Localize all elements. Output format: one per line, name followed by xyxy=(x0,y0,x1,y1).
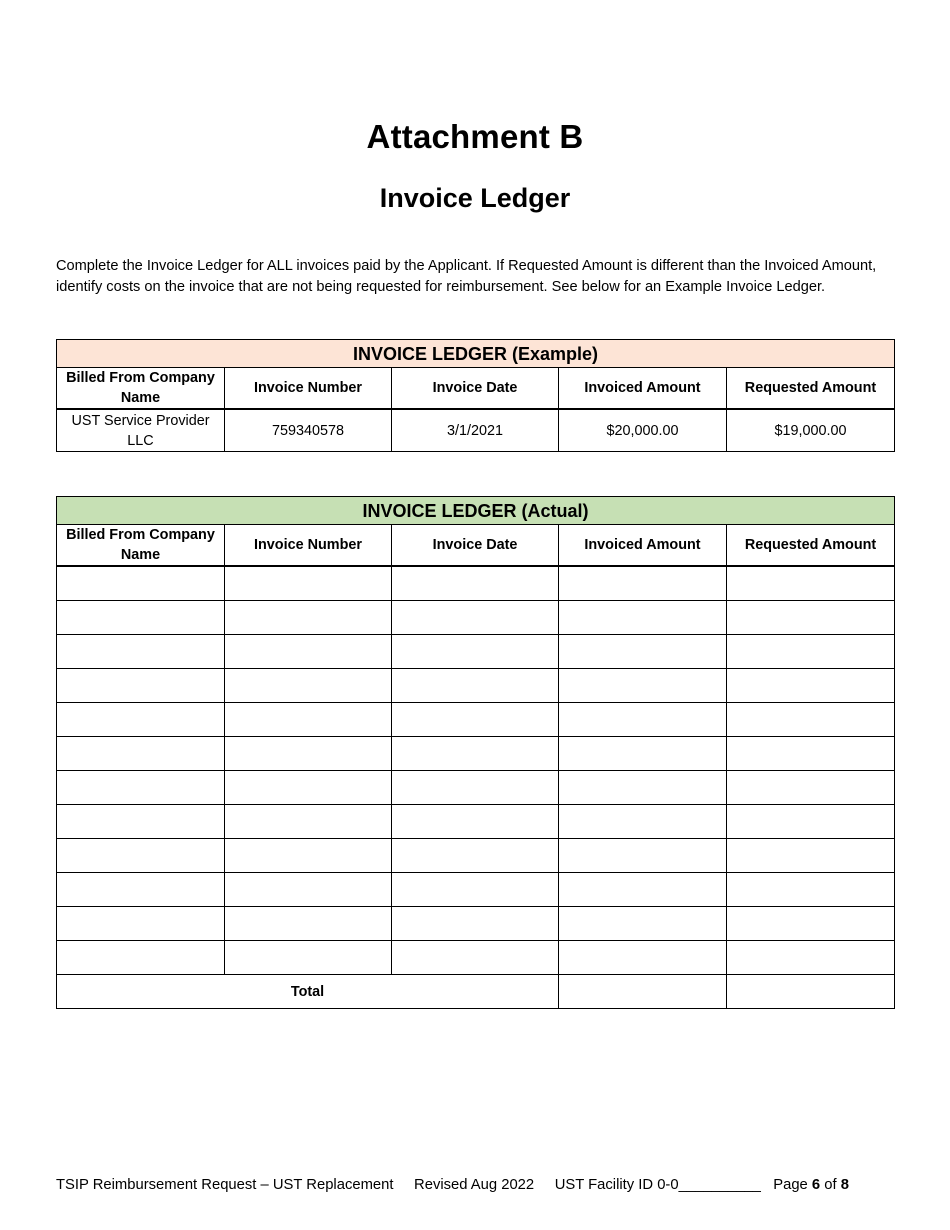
entry-company-cell[interactable] xyxy=(57,703,225,737)
entry-invoice-number-cell[interactable] xyxy=(225,771,392,805)
column-header-requested-amount: Requested Amount xyxy=(727,368,895,410)
entry-requested-amount-cell[interactable] xyxy=(727,669,895,703)
entry-requested-amount-cell[interactable] xyxy=(727,907,895,941)
table-row xyxy=(57,703,895,737)
entry-company-cell[interactable] xyxy=(57,907,225,941)
table-row xyxy=(57,771,895,805)
example-invoice-number-cell: 759340578 xyxy=(225,409,392,452)
entry-invoice-number-cell[interactable] xyxy=(225,907,392,941)
entry-invoiced-amount-cell[interactable] xyxy=(559,907,727,941)
table-row xyxy=(57,601,895,635)
example-ledger-caption: INVOICE LEDGER (Example) xyxy=(57,340,895,368)
entry-requested-amount-cell[interactable] xyxy=(727,566,895,601)
column-header-invoiced-amount: Invoiced Amount xyxy=(559,368,727,410)
table-row xyxy=(57,873,895,907)
entry-invoice-date-cell[interactable] xyxy=(392,703,559,737)
column-header-company: Billed From Company Name xyxy=(57,525,225,567)
example-invoice-date-cell: 3/1/2021 xyxy=(392,409,559,452)
footer-revised: Revised Aug 2022 xyxy=(414,1177,535,1193)
table-row xyxy=(57,839,895,873)
footer-page-word: Page xyxy=(773,1177,808,1193)
entry-invoice-number-cell[interactable] xyxy=(225,669,392,703)
total-invoiced-amount-cell[interactable] xyxy=(559,975,727,1009)
footer-of-word: of xyxy=(824,1177,837,1193)
entry-invoice-date-cell[interactable] xyxy=(392,805,559,839)
page-subtitle: Invoice Ledger xyxy=(379,183,571,213)
entry-invoice-date-cell[interactable] xyxy=(392,669,559,703)
actual-ledger-table xyxy=(56,496,895,1009)
actual-ledger-rows xyxy=(57,566,895,975)
entry-requested-amount-cell[interactable] xyxy=(727,839,895,873)
column-header-invoice-date: Invoice Date xyxy=(392,525,559,567)
entry-invoice-number-cell[interactable] xyxy=(225,873,392,907)
entry-invoice-number-cell[interactable] xyxy=(225,839,392,873)
table-row xyxy=(57,669,895,703)
column-header-invoice-number: Invoice Number xyxy=(225,368,392,410)
entry-invoice-date-cell[interactable] xyxy=(392,907,559,941)
column-header-company: Billed From Company Name xyxy=(57,368,225,410)
entry-company-cell[interactable] xyxy=(57,805,225,839)
entry-invoiced-amount-cell[interactable] xyxy=(559,737,727,771)
example-company-cell: UST Service Provider LLC xyxy=(57,409,225,452)
total-requested-amount-cell[interactable] xyxy=(727,975,895,1009)
entry-invoiced-amount-cell[interactable] xyxy=(559,941,727,975)
example-ledger-table xyxy=(56,339,895,452)
total-row xyxy=(57,975,895,1009)
table-row xyxy=(57,907,895,941)
entry-invoice-number-cell[interactable] xyxy=(225,601,392,635)
total-label: Total xyxy=(57,975,559,1009)
entry-invoice-date-cell[interactable] xyxy=(392,941,559,975)
actual-ledger-caption: INVOICE LEDGER (Actual) xyxy=(57,497,895,525)
table-row xyxy=(57,409,895,452)
column-header-invoiced-amount: Invoiced Amount xyxy=(559,525,727,567)
footer-facility-id: UST Facility ID 0-0__________ xyxy=(554,1177,761,1193)
entry-invoice-date-cell[interactable] xyxy=(392,839,559,873)
entry-company-cell[interactable] xyxy=(57,873,225,907)
entry-company-cell[interactable] xyxy=(57,941,225,975)
page-title: Attachment B xyxy=(366,118,584,155)
entry-requested-amount-cell[interactable] xyxy=(727,635,895,669)
entry-invoice-date-cell[interactable] xyxy=(392,635,559,669)
entry-invoice-date-cell[interactable] xyxy=(392,566,559,601)
entry-invoiced-amount-cell[interactable] xyxy=(559,635,727,669)
table-row xyxy=(57,566,895,601)
instructions-paragraph: Complete the Invoice Ledger for ALL invoices paid by the Applicant. If Requested Amount is different than the Invoiced Amount, identify costs on the invoice that are not being requested for reimbursement. See below for an Example Invoice Ledger. xyxy=(56,258,877,295)
footer-page-total: 8 xyxy=(840,1177,849,1193)
entry-company-cell[interactable] xyxy=(57,839,225,873)
footer-page-current: 6 xyxy=(811,1177,821,1193)
entry-invoiced-amount-cell[interactable] xyxy=(559,566,727,601)
entry-company-cell[interactable] xyxy=(57,737,225,771)
table-row xyxy=(57,737,895,771)
column-header-invoice-date: Invoice Date xyxy=(392,368,559,410)
table-row xyxy=(57,805,895,839)
entry-invoice-number-cell[interactable] xyxy=(225,635,392,669)
entry-company-cell[interactable] xyxy=(57,566,225,601)
entry-invoice-date-cell[interactable] xyxy=(392,873,559,907)
entry-invoice-number-cell[interactable] xyxy=(225,703,392,737)
entry-invoiced-amount-cell[interactable] xyxy=(559,771,727,805)
entry-invoiced-amount-cell[interactable] xyxy=(559,873,727,907)
footer-program: TSIP Reimbursement Request – UST Replacement xyxy=(56,1177,394,1193)
column-header-invoice-number: Invoice Number xyxy=(225,525,392,567)
entry-requested-amount-cell[interactable] xyxy=(727,703,895,737)
entry-company-cell[interactable] xyxy=(57,635,225,669)
example-invoiced-amount-cell: $20,000.00 xyxy=(559,409,727,452)
entry-requested-amount-cell[interactable] xyxy=(727,771,895,805)
entry-invoice-date-cell[interactable] xyxy=(392,737,559,771)
entry-requested-amount-cell[interactable] xyxy=(727,601,895,635)
table-row xyxy=(57,635,895,669)
entry-invoiced-amount-cell[interactable] xyxy=(559,669,727,703)
example-requested-amount-cell: $19,000.00 xyxy=(727,409,895,452)
entry-requested-amount-cell[interactable] xyxy=(727,941,895,975)
entry-invoice-date-cell[interactable] xyxy=(392,771,559,805)
table-row xyxy=(57,941,895,975)
entry-company-cell[interactable] xyxy=(57,771,225,805)
entry-invoice-number-cell[interactable] xyxy=(225,805,392,839)
entry-invoiced-amount-cell[interactable] xyxy=(559,703,727,737)
entry-invoiced-amount-cell[interactable] xyxy=(559,805,727,839)
entry-invoice-number-cell[interactable] xyxy=(225,737,392,771)
entry-invoice-number-cell[interactable] xyxy=(225,941,392,975)
page-footer xyxy=(56,1177,849,1193)
entry-requested-amount-cell[interactable] xyxy=(727,873,895,907)
entry-company-cell[interactable] xyxy=(57,601,225,635)
entry-invoice-date-cell[interactable] xyxy=(392,601,559,635)
column-header-requested-amount: Requested Amount xyxy=(727,525,895,567)
entry-invoiced-amount-cell[interactable] xyxy=(559,601,727,635)
entry-company-cell[interactable] xyxy=(57,669,225,703)
entry-invoiced-amount-cell[interactable] xyxy=(559,839,727,873)
entry-requested-amount-cell[interactable] xyxy=(727,805,895,839)
entry-requested-amount-cell[interactable] xyxy=(727,737,895,771)
entry-invoice-number-cell[interactable] xyxy=(225,566,392,601)
